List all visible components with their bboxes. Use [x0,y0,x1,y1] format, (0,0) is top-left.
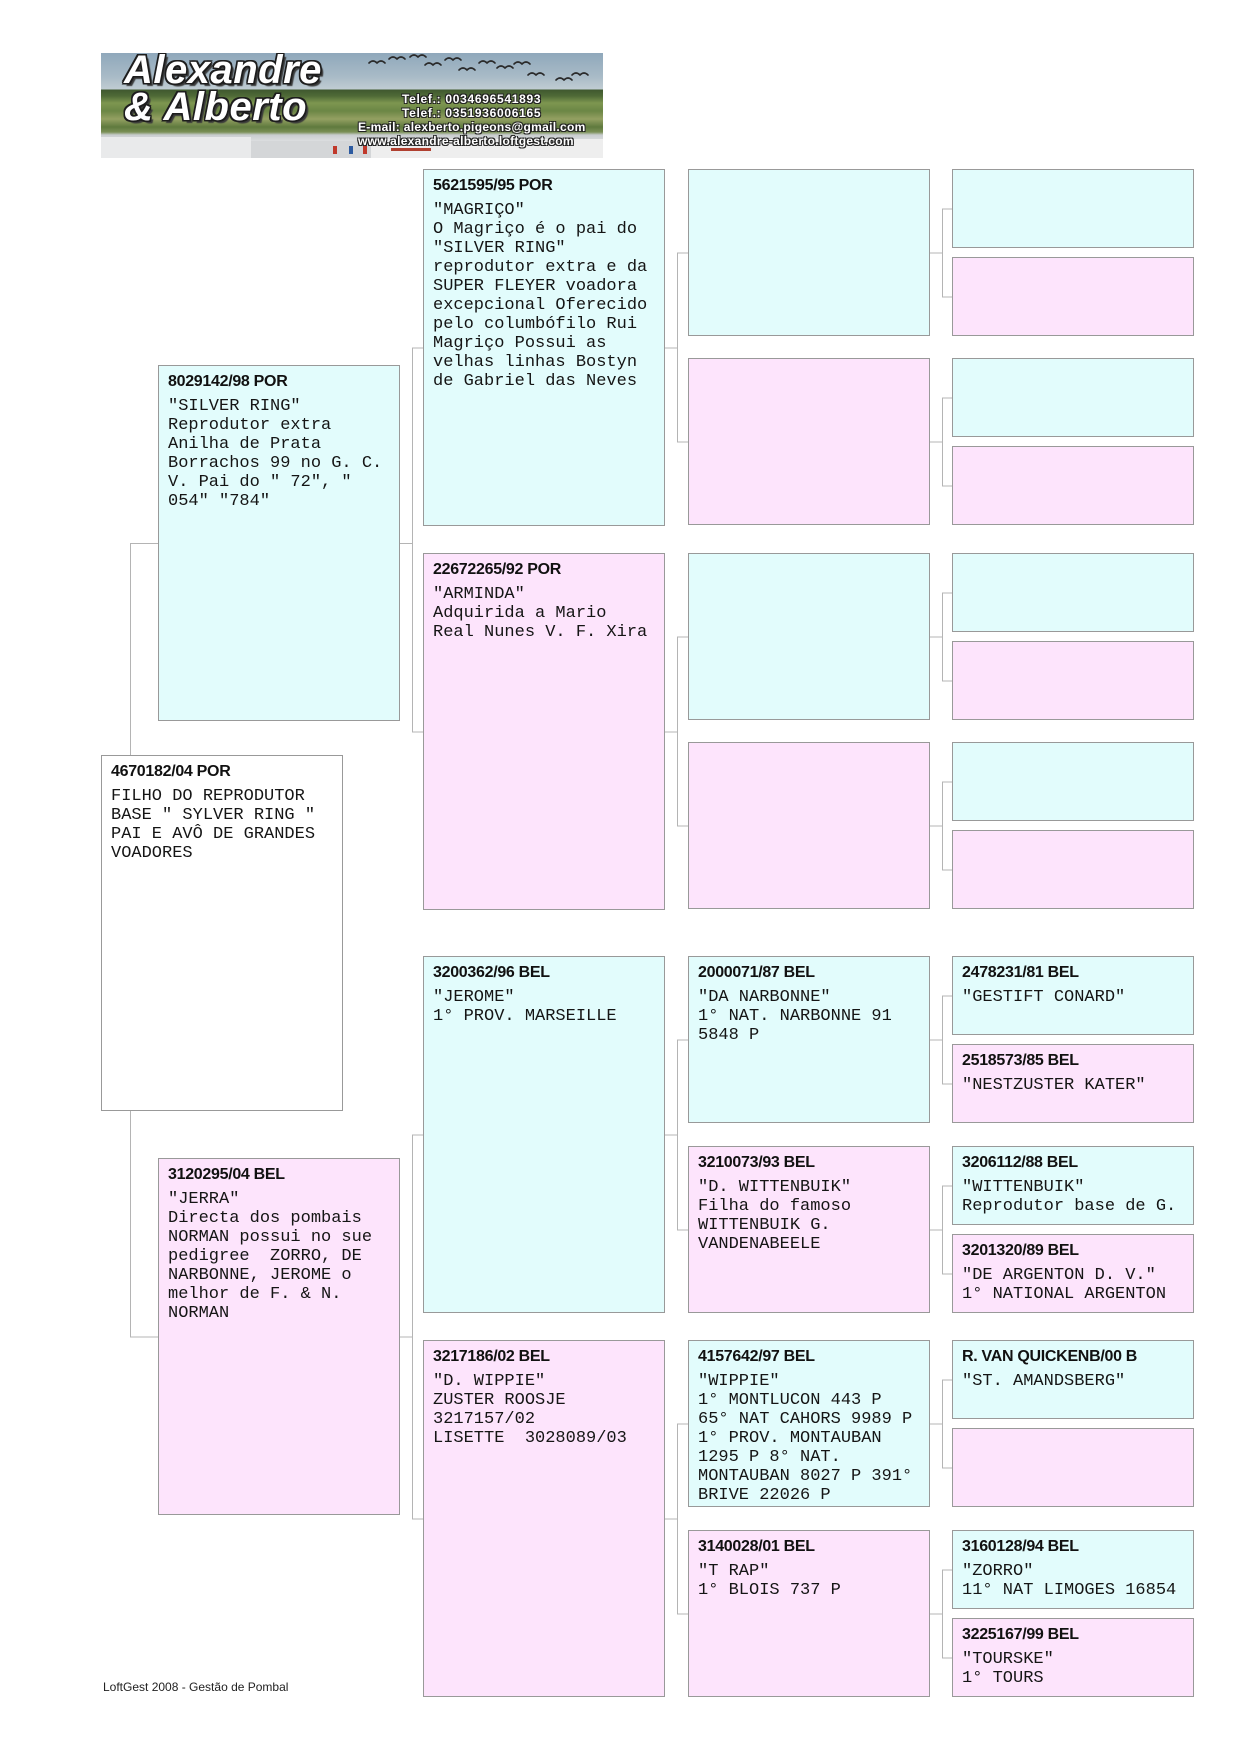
ring-number: R. VAN QUICKENB/00 B [962,1348,1138,1365]
bird-notes: "ZORRO" 11° NAT LIMOGES 16854 [962,1562,1177,1600]
bird-icon [497,66,513,68]
great-great-grandparent-box [952,358,1194,437]
bird-icon [389,57,405,59]
connector-line [930,996,952,1084]
bird-notes: "DE ARGENTON D. V." 1° NATIONAL ARGENTON [962,1266,1167,1304]
dam-box [158,1158,400,1515]
great-grandparent-box [688,358,930,525]
banner-building [101,137,251,158]
subject-bird-box [101,755,343,1111]
grandparent-box [423,169,665,526]
grandparent-box [423,956,665,1313]
ring-number: 2000071/87 BEL [698,964,815,981]
bird-notes: "WITTENBUIK" Reprodutor base de G. [962,1178,1177,1216]
great-great-grandparent-box [952,553,1194,632]
great-great-grandparent-box [952,1340,1194,1419]
bird-icon [528,73,544,75]
bird-notes: "ST. AMANDSBERG" [962,1372,1126,1391]
connector-line [665,637,688,826]
great-great-grandparent-box [952,641,1194,720]
bird-notes: "DA NARBONNE" 1° NAT. NARBONNE 91 5848 P [698,988,892,1045]
connector-line [930,1186,952,1274]
connector-line [400,348,423,732]
connector-line [930,398,952,486]
banner-building [251,141,371,158]
bird-notes: "WIPPIE" 1° MONTLUCON 443 P 65° NAT CAHORS 9989 P 1° PROV. MONTAUBAN 1295 P 8° NAT. MONTAUBAN 8027 P 391° BRIVE 22026 P [698,1372,913,1505]
great-grandparent-box [688,956,930,1123]
ring-number: 3225167/99 BEL [962,1626,1079,1643]
bird-notes: "MAGRIÇO" O Magriço é o pai do "SILVER RING" reprodutor extra e da SUPER FLEYER voadora excepcional Oferecido pelo columbófilo Rui Magriço Possui as velhas linhas Bostyn de Gabriel das Neves [433,201,648,391]
connector-line [665,1040,688,1230]
bird-notes: "GESTIFT CONARD" [962,988,1126,1007]
ring-number: 3201320/89 BEL [962,1242,1079,1259]
logo-text-line1: Alexandre [124,53,322,92]
ring-number: 3140028/01 BEL [698,1538,815,1555]
great-grandparent-box [688,742,930,909]
logo-text-line2: & Alberto [124,85,308,129]
ring-number: 3206112/88 BEL [962,1154,1078,1171]
connector-line [930,1380,952,1468]
ring-number: 5621595/95 POR [433,177,553,194]
ring-number: 22672265/92 POR [433,561,562,578]
ring-number: 3210073/93 BEL [698,1154,815,1171]
banner-marker [391,148,431,151]
bird-notes: FILHO DO REPRODUTOR BASE " SYLVER RING " PAI E AVÔ DE GRANDES VOADORES [111,787,316,863]
great-great-grandparent-box [952,1428,1194,1507]
bird-notes: "D. WITTENBUIK" Filha do famoso WITTENBUIK G. VANDENABEELE [698,1178,852,1254]
connector-line [665,253,688,442]
ring-number: 2478231/81 BEL [962,964,1079,981]
bird-notes: "SILVER RING" Reprodutor extra Anilha de Prata Borrachos 99 no G. C. V. Pai do " 72", " 054" "784" [168,397,383,511]
banner-marker [333,146,337,154]
connector-line [930,782,952,870]
great-great-grandparent-box [952,1044,1194,1123]
connector-line [930,593,952,681]
great-great-grandparent-box [952,956,1194,1035]
great-great-grandparent-box [952,830,1194,909]
ring-number: 8029142/98 POR [168,373,288,390]
banner-marker [349,146,353,154]
connector-line [930,1570,952,1658]
great-great-grandparent-box [952,1618,1194,1697]
great-grandparent-box [688,1530,930,1697]
great-great-grandparent-box [952,742,1194,821]
email-address: E-mail: alexberto.pigeons@gmail.com [358,120,586,134]
connector-line [930,209,952,297]
website-address: www.alexandre-alberto.loftgest.com [358,134,574,148]
great-great-grandparent-box [952,1234,1194,1313]
bird-icon [572,73,588,75]
great-great-grandparent-box [952,1146,1194,1225]
great-great-grandparent-box [952,1530,1194,1609]
sire-box [158,365,400,721]
bird-notes: "TOURSKE" 1° TOURS [962,1650,1054,1688]
great-grandparent-box [688,169,930,336]
bird-notes: "T RAP" 1° BLOIS 737 P [698,1562,841,1600]
bird-icon [459,68,475,70]
grandparent-box [423,1340,665,1697]
bird-notes: "JEROME" 1° PROV. MARSEILLE [433,988,617,1026]
grandparent-box [423,553,665,910]
bird-icon [479,61,495,63]
bird-notes: "NESTZUSTER KATER" [962,1076,1146,1095]
ring-number: 4670182/04 POR [111,763,231,780]
bird-icon [425,63,441,65]
bird-icon [369,61,385,63]
great-grandparent-box [688,1146,930,1313]
great-grandparent-box [688,553,930,720]
connector-line [665,1424,688,1614]
great-great-grandparent-box [952,446,1194,525]
ring-number: 4157642/97 BEL [698,1348,815,1365]
bird-icon [410,55,426,57]
bird-icon [445,58,461,60]
great-grandparent-box [688,1340,930,1507]
great-great-grandparent-box [952,257,1194,336]
great-great-grandparent-box [952,169,1194,248]
bird-icon [556,78,572,80]
ring-number: 3160128/94 BEL [962,1538,1079,1555]
bird-notes: "D. WIPPIE" ZUSTER ROOSJE 3217157/02 LISETTE 3028089/03 [433,1372,627,1448]
ring-number: 3120295/04 BEL [168,1166,285,1183]
header-banner [101,53,603,158]
bird-notes: "ARMINDA" Adquirida a Mario Real Nunes V. F. Xira [433,585,648,642]
phone-number-1: Telef.: 0034696541893 [402,92,542,106]
ring-number: 3217186/02 BEL [433,1348,550,1365]
bird-notes: "JERRA" Directa dos pombais NORMAN possui no sue pedigree ZORRO, DE NARBONNE, JEROME o melhor de F. & N. NORMAN [168,1190,373,1323]
footer-text: LoftGest 2008 - Gestão de Pombal [103,1680,289,1694]
bird-icon [514,62,530,64]
phone-number-2: Telef.: 0351936006165 [402,106,542,120]
ring-number: 2518573/85 BEL [962,1052,1079,1069]
connector-line [400,1135,423,1519]
ring-number: 3200362/96 BEL [433,964,550,981]
